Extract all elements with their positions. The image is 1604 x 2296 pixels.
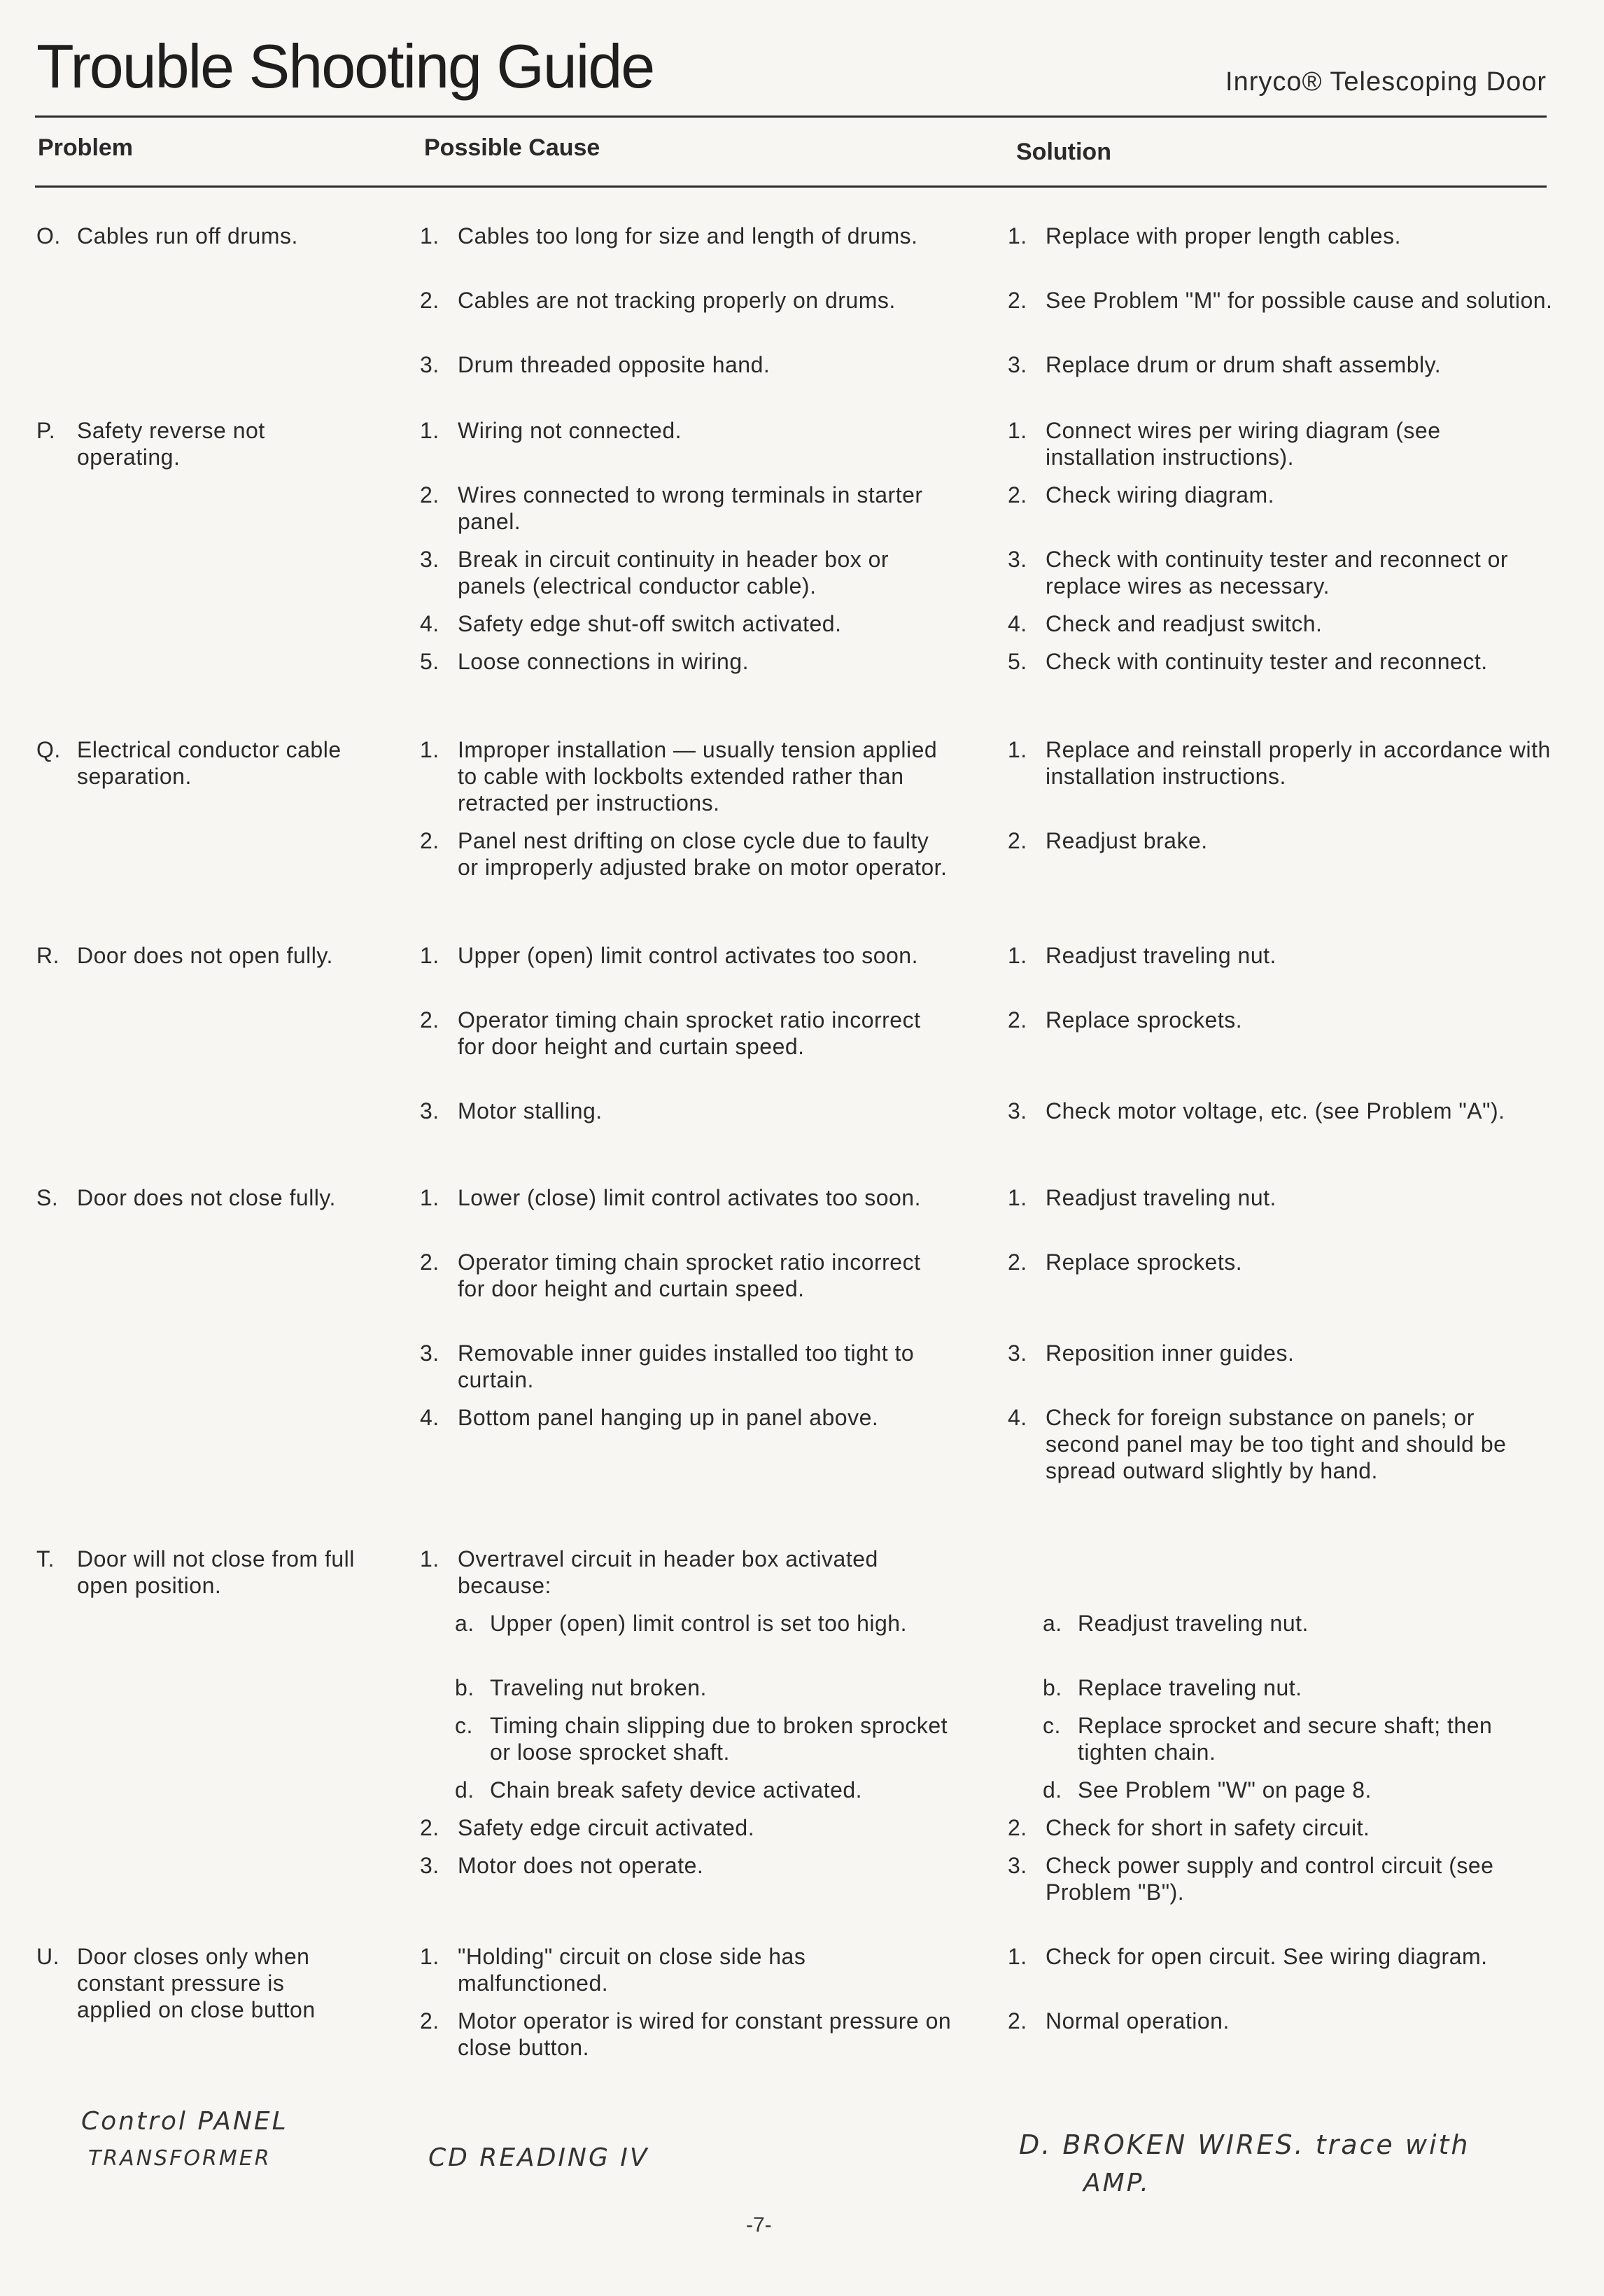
cause-item: [420, 1852, 952, 1879]
column-header-cause: Possible Cause: [424, 134, 600, 161]
problem-letter: P.: [36, 418, 56, 443]
cause-text: Motor does not operate.: [458, 1853, 704, 1878]
cause-number: 3.: [420, 352, 439, 377]
cause-item: [420, 287, 952, 314]
problem-letter: S.: [36, 1185, 59, 1210]
solution-item: [1008, 417, 1554, 470]
cause-text: Lower (close) limit control activates too soon.: [458, 1185, 921, 1210]
problem-r: [36, 942, 358, 969]
cause-number: 2.: [420, 2008, 439, 2033]
solution-text: Readjust brake.: [1046, 828, 1208, 853]
cause-item: [420, 1404, 952, 1431]
problem-u: [36, 1943, 358, 2023]
column-header-problem: Problem: [38, 134, 134, 161]
problem-text: Door will not close from full open position.: [77, 1546, 355, 1598]
cause-text: Upper (open) limit control is set too high.: [490, 1611, 907, 1636]
solution-text: Check for short in safety circuit.: [1046, 1815, 1370, 1840]
cause-item: [420, 942, 952, 969]
problem-p: [36, 417, 358, 470]
solution-text: Check wiring diagram.: [1046, 482, 1275, 507]
cause-item: [420, 223, 952, 249]
problem-text: Door does not open fully.: [77, 943, 333, 968]
solution-text: Readjust traveling nut.: [1078, 1611, 1309, 1636]
cause-item: [420, 736, 952, 816]
solution-number: 2.: [1008, 1250, 1027, 1275]
cause-item: [420, 1007, 952, 1060]
cause-number: 2.: [420, 1007, 439, 1032]
problem-t: [36, 1546, 358, 1599]
solution-text: Replace traveling nut.: [1078, 1675, 1302, 1700]
solution-text: Check for open circuit. See wiring diagram.: [1046, 1944, 1488, 1969]
cause-text: Operator timing chain sprocket ratio incorrect for door height and curtain speed.: [458, 1250, 921, 1301]
solution-number: 1.: [1008, 1944, 1027, 1969]
page-title: Trouble Shooting Guide: [36, 31, 654, 101]
solution-text: Reposition inner guides.: [1046, 1340, 1295, 1366]
solution-text: Readjust traveling nut.: [1046, 1185, 1276, 1210]
problem-text: Door closes only when constant pressure is applied on close button: [77, 1944, 316, 2022]
solution-number: 3.: [1008, 1853, 1027, 1878]
cause-number: 4.: [420, 1405, 439, 1430]
solution-item: [1008, 546, 1554, 599]
problem-letter: T.: [36, 1546, 55, 1572]
solution-number: 4.: [1008, 1405, 1027, 1430]
cause-item: [420, 2008, 952, 2061]
problem-text: Safety reverse not operating.: [77, 418, 265, 470]
cause-number: 1.: [420, 943, 439, 968]
solution-number: 1.: [1008, 223, 1027, 248]
solution-item: [1008, 1098, 1554, 1124]
cause-item: [420, 546, 952, 599]
solution-item: [1008, 1340, 1554, 1366]
solution-text: See Problem "W" on page 8.: [1078, 1777, 1372, 1802]
solution-number: 3.: [1008, 1340, 1027, 1366]
solution-number: a.: [1043, 1611, 1062, 1636]
cause-number: 3.: [420, 1853, 439, 1878]
cause-number: 1.: [420, 418, 439, 443]
solution-number: 5.: [1008, 649, 1027, 674]
solution-item: [1008, 1852, 1554, 1905]
page-number: -7-: [746, 2213, 772, 2236]
solution-text: Normal operation.: [1046, 2008, 1230, 2033]
cause-item: [420, 610, 952, 637]
problem-o: [36, 223, 358, 249]
cause-number: 3.: [420, 547, 439, 572]
solution-text: Replace sprockets.: [1046, 1250, 1243, 1275]
solution-item: [1008, 610, 1554, 637]
handwritten-note: TRANSFORMER: [88, 2146, 272, 2171]
solution-number: 1.: [1008, 1185, 1027, 1210]
column-header-solution: Solution: [1016, 139, 1111, 165]
solution-number: d.: [1043, 1777, 1062, 1802]
cause-item: [420, 1546, 952, 1599]
cause-text: Safety edge shut-off switch activated.: [458, 611, 842, 636]
cause-number: 1.: [420, 1944, 439, 1969]
solution-item: [1043, 1610, 1554, 1637]
cause-text: Panel nest drifting on close cycle due to faulty or improperly adjusted brake on motor operator.: [458, 828, 948, 880]
cause-text: Bottom panel hanging up in panel above.: [458, 1405, 879, 1430]
cause-text: Drum threaded opposite hand.: [458, 352, 771, 377]
solution-text: Check with continuity tester and reconnect or replace wires as necessary.: [1046, 547, 1509, 598]
cause-item: [420, 1098, 952, 1124]
handwritten-note: D. BROKEN WIRES. trace with: [1019, 2129, 1470, 2160]
cause-item: [455, 1674, 952, 1701]
cause-text: Motor operator is wired for constant pressure on close button.: [458, 2008, 952, 2060]
problem-q: [36, 736, 358, 790]
cause-item: [420, 417, 952, 444]
cause-number: 2.: [420, 288, 439, 313]
solution-number: 2.: [1008, 2008, 1027, 2033]
cause-number: 3.: [420, 1098, 439, 1124]
solution-item: [1008, 648, 1554, 675]
solution-text: Replace sprocket and secure shaft; then tighten chain.: [1078, 1713, 1493, 1765]
cause-number: 1.: [420, 1546, 439, 1572]
solution-item: [1043, 1777, 1554, 1803]
cause-text: Traveling nut broken.: [490, 1675, 707, 1700]
cause-item: [455, 1610, 952, 1637]
solution-text: Check for foreign substance on panels; or second panel may be too tight and should be spread outward slightly by hand.: [1046, 1405, 1507, 1483]
cause-text: Removable inner guides installed too tight to curtain.: [458, 1340, 915, 1392]
cause-item: [420, 1340, 952, 1393]
cause-number: 2.: [420, 828, 439, 853]
solution-number: 2.: [1008, 1815, 1027, 1840]
solution-number: 2.: [1008, 482, 1027, 507]
solution-text: Replace and reinstall properly in accordance with installation instructions.: [1046, 737, 1551, 789]
problem-letter: R.: [36, 943, 59, 968]
solution-number: c.: [1043, 1713, 1061, 1738]
cause-item: [420, 1814, 952, 1841]
cause-text: Wires connected to wrong terminals in starter panel.: [458, 482, 923, 534]
solution-number: 3.: [1008, 1098, 1027, 1124]
cause-item: [455, 1712, 952, 1765]
problem-text: Electrical conductor cable separation.: [77, 737, 342, 789]
cause-number: 2.: [420, 1250, 439, 1275]
cause-text: Loose connections in wiring.: [458, 649, 750, 674]
cause-number: b.: [455, 1675, 474, 1700]
cause-item: [420, 1184, 952, 1211]
solution-text: Check motor voltage, etc. (see Problem "A").: [1046, 1098, 1505, 1124]
cause-item: [420, 1249, 952, 1302]
solution-number: b.: [1043, 1675, 1062, 1700]
solution-item: [1008, 1249, 1554, 1275]
solution-number: 1.: [1008, 418, 1027, 443]
cause-text: Overtravel circuit in header box activated because:: [458, 1546, 878, 1598]
solution-text: Replace with proper length cables.: [1046, 223, 1401, 248]
handwritten-note: Control PANEL: [81, 2107, 288, 2136]
solution-item: [1043, 1674, 1554, 1701]
solution-item: [1008, 223, 1554, 249]
solution-number: 3.: [1008, 352, 1027, 377]
cause-number: 2.: [420, 482, 439, 507]
solution-text: Readjust traveling nut.: [1046, 943, 1276, 968]
problem-s: [36, 1184, 358, 1211]
solution-text: See Problem "M" for possible cause and solution.: [1046, 288, 1553, 313]
cause-text: "Holding" circuit on close side has malfunctioned.: [458, 1944, 806, 1996]
solution-number: 1.: [1008, 737, 1027, 762]
handwritten-note: AMP.: [1083, 2169, 1151, 2197]
solution-item: [1008, 482, 1554, 508]
cause-number: 1.: [420, 223, 439, 248]
cause-text: Cables too long for size and length of drums.: [458, 223, 918, 248]
cause-number: d.: [455, 1777, 474, 1802]
solution-item: [1008, 287, 1554, 314]
handwritten-note: CD READING IV: [428, 2143, 649, 2172]
solution-item: [1008, 1943, 1554, 1970]
cause-item: [420, 1943, 952, 1996]
cause-item: [420, 351, 952, 378]
cause-number: 2.: [420, 1815, 439, 1840]
solution-number: 2.: [1008, 1007, 1027, 1032]
solution-item: [1008, 736, 1554, 790]
cause-text: Motor stalling.: [458, 1098, 603, 1124]
cause-number: 4.: [420, 611, 439, 636]
cause-text: Improper installation — usually tension applied to cable with lockbolts extended rather than retracted per instructions.: [458, 737, 938, 816]
problem-text: Door does not close fully.: [77, 1185, 336, 1210]
cause-item: [455, 1777, 952, 1803]
solution-number: 3.: [1008, 547, 1027, 572]
cause-number: 5.: [420, 649, 439, 674]
cause-number: 1.: [420, 1185, 439, 1210]
problem-letter: Q.: [36, 737, 61, 762]
cause-number: 3.: [420, 1340, 439, 1366]
solution-item: [1043, 1712, 1554, 1765]
solution-number: 1.: [1008, 943, 1027, 968]
solution-text: Check power supply and control circuit (see Problem "B").: [1046, 1853, 1494, 1905]
cause-item: [420, 648, 952, 675]
solution-item: [1008, 351, 1554, 378]
cause-number: c.: [455, 1713, 473, 1738]
solution-text: Connect wires per wiring diagram (see installation instructions).: [1046, 418, 1441, 470]
cause-text: Timing chain slipping due to broken sprocket or loose sprocket shaft.: [490, 1713, 948, 1765]
solution-item: [1008, 942, 1554, 969]
solution-item: [1008, 1007, 1554, 1033]
product-name: Inryco® Telescoping Door: [1225, 67, 1547, 97]
cause-number: 1.: [420, 737, 439, 762]
solution-number: 2.: [1008, 828, 1027, 853]
solution-number: 4.: [1008, 611, 1027, 636]
cause-text: Break in circuit continuity in header box or panels (electrical conductor cable).: [458, 547, 889, 598]
cause-text: Cables are not tracking properly on drums.: [458, 288, 896, 313]
cause-item: [420, 482, 952, 535]
cause-number: a.: [455, 1611, 474, 1636]
solution-item: [1008, 1184, 1554, 1211]
solution-text: Replace drum or drum shaft assembly.: [1046, 352, 1442, 377]
solution-number: 2.: [1008, 288, 1027, 313]
solution-item: [1008, 2008, 1554, 2034]
problem-letter: U.: [36, 1944, 59, 1969]
cause-text: Upper (open) limit control activates too soon.: [458, 943, 918, 968]
cause-text: Safety edge circuit activated.: [458, 1815, 755, 1840]
solution-item: [1008, 1404, 1554, 1484]
cause-item: [420, 827, 952, 881]
cause-text: Chain break safety device activated.: [490, 1777, 863, 1802]
cause-text: Wiring not connected.: [458, 418, 682, 443]
solution-text: Check and readjust switch.: [1046, 611, 1323, 636]
title-rule: [35, 115, 1547, 118]
cause-text: Operator timing chain sprocket ratio incorrect for door height and curtain speed.: [458, 1007, 921, 1059]
solution-text: Check with continuity tester and reconnect.: [1046, 649, 1488, 674]
header-rule: [35, 186, 1547, 188]
solution-item: [1008, 1814, 1554, 1841]
problem-letter: O.: [36, 223, 61, 248]
solution-text: Replace sprockets.: [1046, 1007, 1243, 1032]
solution-item: [1008, 827, 1554, 854]
problem-text: Cables run off drums.: [77, 223, 298, 248]
